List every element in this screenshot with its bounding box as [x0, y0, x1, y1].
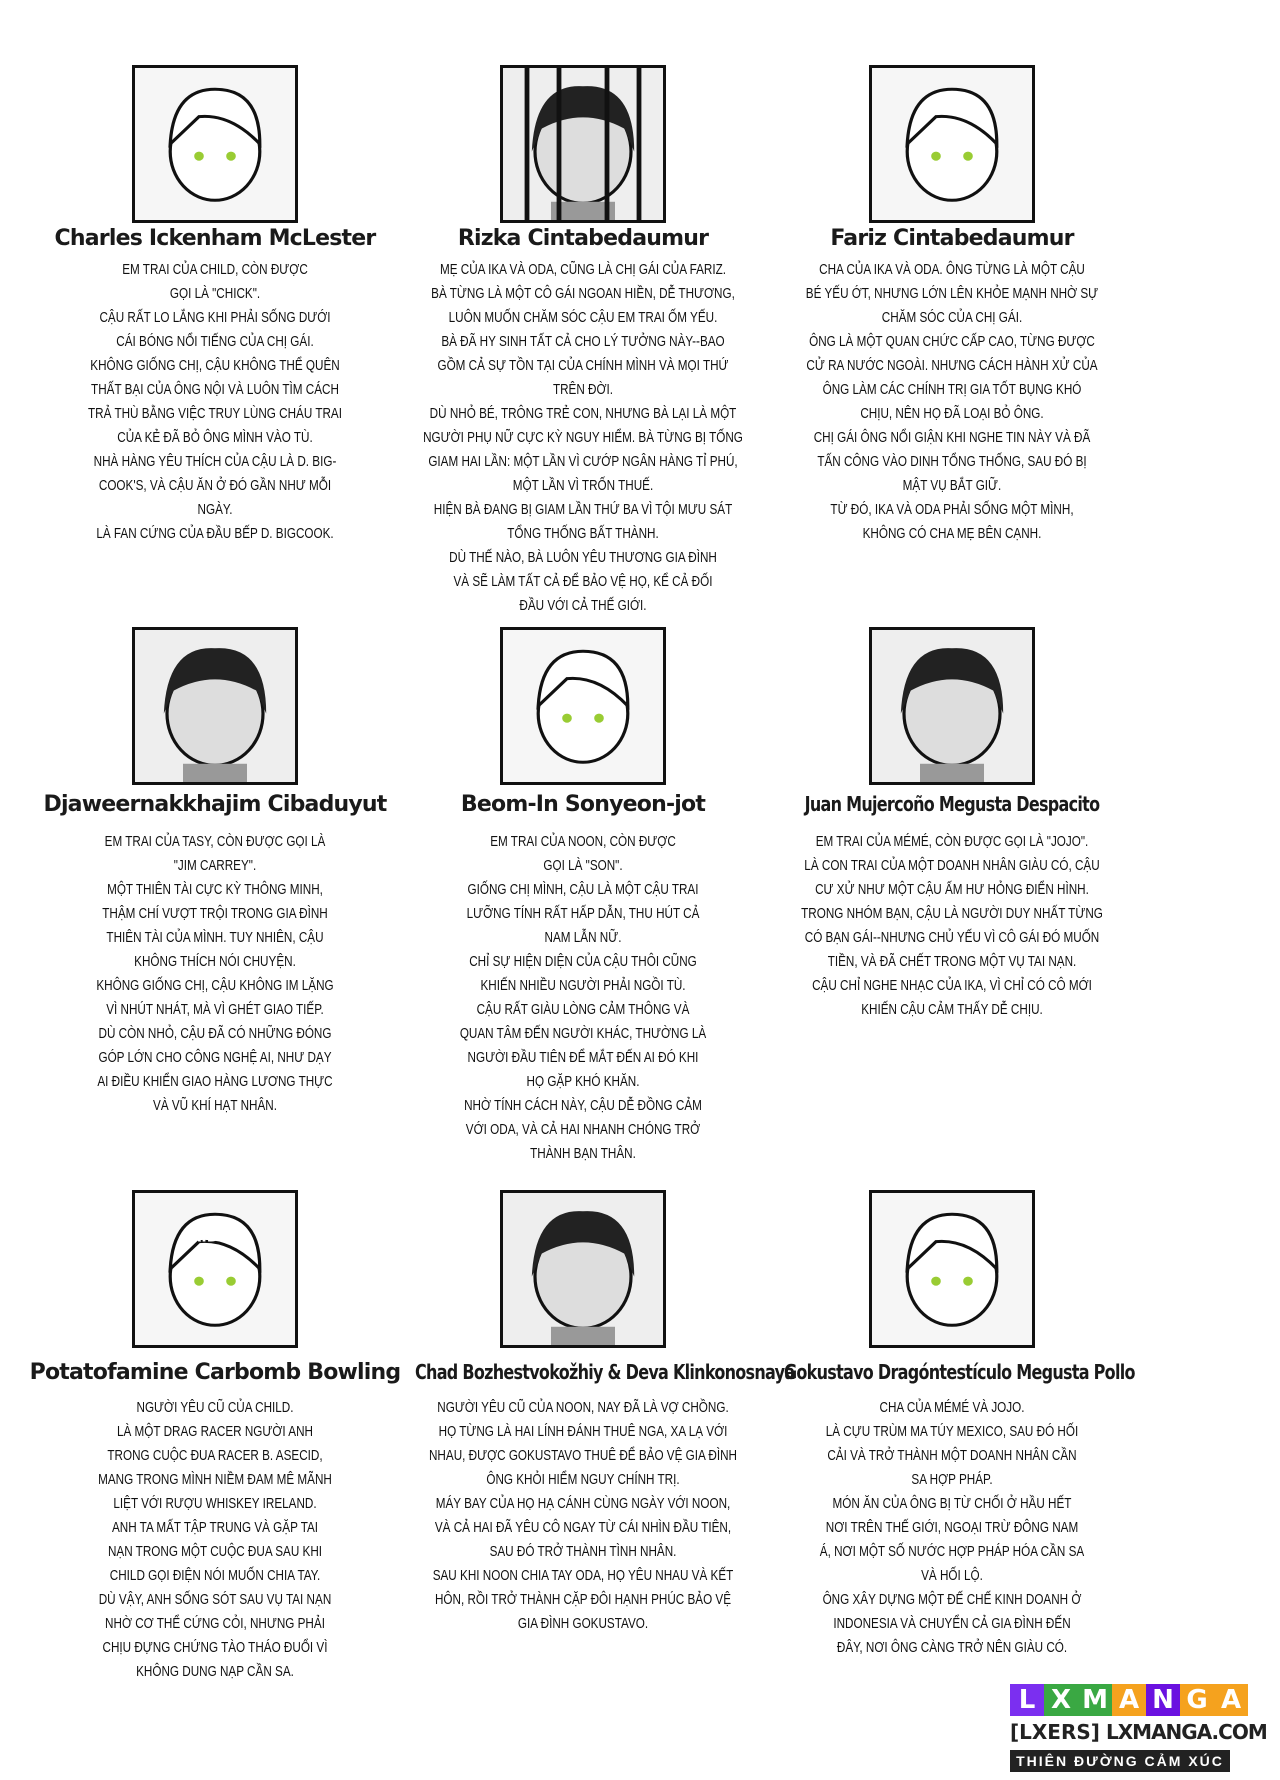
bio-line: THIÊN TÀI CỦA MÌNH. TUY NHIÊN, CẬU [106, 929, 324, 946]
bio-line: ÔNG XÂY DỰNG MỘT ĐẾ CHẾ KINH DOANH Ở [822, 1591, 1082, 1608]
bio-line: NAM LẪN NỮ. [544, 929, 622, 946]
bio-line: ÔNG LÀ MỘT QUAN CHỨC CẤP CAO, TỪNG ĐƯỢC [809, 333, 1095, 350]
bio-line: CHỈ SỰ HIỆN DIỆN CỦA CẬU THÔI CŨNG [469, 953, 697, 970]
character-bio [419, 1396, 747, 1636]
bio-line: GIA ĐÌNH GOKUSTAVO. [517, 1615, 649, 1632]
bio-line: GỌI LÀ "CHICK". [169, 285, 261, 302]
bio-line: AI ĐIỀU KHIỂN GIAO HÀNG LƯƠNG THỰC [97, 1073, 333, 1090]
bio-line: TRONG NHÓM BẠN, CẬU LÀ NGƯỜI DUY NHẤT TỪNG [801, 905, 1103, 922]
bio-line: DÙ NHỎ BÉ, TRÔNG TRẺ CON, NHƯNG BÀ LẠI LÀ MỘT [429, 405, 737, 422]
bio-line: GIỐNG CHỊ MÌNH, CẬU LÀ MỘT CẬU TRAI [467, 881, 699, 898]
bio-line: EM TRAI CỦA TASY, CÒN ĐƯỢC GỌI LÀ [104, 833, 326, 850]
character-bio [51, 258, 379, 546]
bio-line: BÉ YẾU ỚT, NHƯNG LỚN LÊN KHỎE MẠNH NHỜ SỰ [805, 285, 1099, 302]
bio-line: EM TRAI CỦA MÉMÉ, CÒN ĐƯỢC GỌI LÀ "JOJO". [815, 833, 1089, 850]
character-bio [788, 1396, 1116, 1660]
bio-line: KHÔNG GIỐNG CHỊ, CẬU KHÔNG IM LẶNG [96, 977, 334, 994]
bio-line: NƠI TRÊN THẾ GIỚI, NGOẠI TRỪ ĐÔNG NAM [825, 1519, 1079, 1536]
bio-line: QUAN TÂM ĐẾN NGƯỜI KHÁC, THƯỜNG LÀ [459, 1025, 707, 1042]
logo-letters [1010, 1684, 1248, 1716]
bio-line: MÁY BAY CỦA HỌ HẠ CÁNH CÙNG NGÀY VỚI NOON, [435, 1495, 731, 1512]
woman-behind-bars-portrait [500, 65, 666, 223]
bio-line: MỘT LẦN VÌ TRỐN THUẾ. [512, 477, 654, 494]
bio-line: KHÔNG THÍCH NÓI CHUYỆN. [134, 953, 296, 970]
bio-line: INDONESIA VÀ CHUYỂN CẢ GIA ĐÌNH ĐẾN [833, 1615, 1071, 1632]
bio-line: GÓP LỚN CHO CÔNG NGHỆ AI, NHƯ DẠY [98, 1049, 332, 1066]
logo-tag: [LXERS] [1010, 1720, 1100, 1744]
bio-line: CHỊ GÁI ÔNG NỔI GIẬN KHI NGHE TIN NÀY VÀ ĐÃ [813, 429, 1091, 446]
bio-line: CHĂM SÓC CỦA CHỊ GÁI. [881, 309, 1023, 326]
character-bio [419, 830, 747, 1166]
bio-line: DÙ THẾ NÀO, BÀ LUÔN YÊU THƯƠNG GIA ĐÌNH [449, 549, 717, 566]
bio-line: NHỜ TÍNH CÁCH NÀY, CẬU DỄ ĐỒNG CẢM [464, 1097, 702, 1114]
logo-letter: M [1078, 1684, 1112, 1716]
character-name: Rizka Cintabedaumur [457, 226, 709, 251]
bowl-cut-boy-portrait [132, 627, 298, 785]
character-bio [51, 1396, 379, 1684]
character-name: Charles Ickenham McLester [54, 226, 376, 251]
bio-line: NHÀ HÀNG YÊU THÍCH CỦA CẬU LÀ D. BIG- [93, 453, 337, 470]
bio-line: CƯ XỬ NHƯ MỘT CẬU ẤM HƯ HỎNG ĐIỂN HÌNH. [815, 881, 1089, 898]
character-bio [51, 830, 379, 1118]
helmet-rider-portrait [132, 1190, 298, 1348]
bio-line: SAU KHI NOON CHIA TAY ODA, HỌ YÊU NHAU VÀ KẾT [432, 1567, 734, 1584]
bio-line: VỚI ODA, VÀ CẢ HAI NHANH CHÓNG TRỞ [465, 1121, 701, 1138]
bio-line: CHA CỦA MÉMÉ VÀ JOJO. [879, 1399, 1025, 1416]
logo-letter: G [1180, 1684, 1214, 1716]
bio-line: ĐÂY, NƠI ÔNG CÀNG TRỞ NÊN GIÀU CÓ. [836, 1639, 1068, 1656]
bio-line: CHILD GỌI ĐIỆN NÓI MUỐN CHIA TAY. [109, 1567, 321, 1584]
lxmanga-watermark-logo [1010, 1684, 1276, 1778]
bio-line: NGƯỜI ĐẦU TIÊN ĐỂ MẮT ĐẾN AI ĐÓ KHI [467, 1049, 699, 1066]
bio-line: TRẢ THÙ BẰNG VIỆC TRUY LÙNG CHÁU TRAI [88, 405, 342, 422]
bio-line: GỌI LÀ "SON". [543, 857, 623, 874]
bio-line: TRÊN ĐỜI. [552, 381, 614, 398]
character-name: Beom-In Sonyeon-jot [460, 792, 706, 817]
bio-line: NẠN TRONG MỘT CUỘC ĐUA SAU KHI [107, 1543, 323, 1560]
logo-site: LXMANGA.COM [1106, 1720, 1267, 1744]
bio-line: ĐẦU VỚI CẢ THẾ GIỚI. [519, 597, 647, 614]
bio-line: LƯỠNG TÍNH RẤT HẤP DẪN, THU HÚT CẢ [466, 905, 700, 922]
bio-line: THÀNH BẠN THÂN. [530, 1145, 636, 1162]
bio-line: NHAU, ĐƯỢC GOKUSTAVO THUÊ ĐỂ BẢO VỆ GIA ĐÌNH [428, 1447, 738, 1464]
man-glasses-portrait [869, 65, 1035, 223]
bio-line: CẬU RẤT LO LẮNG KHI PHẢI SỐNG DƯỚI [99, 309, 331, 326]
bio-line: LIỆT VỚI RƯỢU WHISKEY IRELAND. [113, 1495, 317, 1512]
bio-line: ÔNG LÀM CÁC CHÍNH TRỊ GIA TỐT BỤNG KHÓ [822, 381, 1082, 398]
dark-hair-boy-portrait [500, 627, 666, 785]
bio-line: MANG TRONG MÌNH NIỀM ĐAM MÊ MÃNH [98, 1471, 332, 1488]
bio-line: CHA CỦA IKA VÀ ODA. ÔNG TỪNG LÀ MỘT CẬU [819, 261, 1085, 278]
bio-line: TỔNG THỐNG BẤT THÀNH. [507, 525, 659, 542]
bio-line: MẬT VỤ BẮT GIỮ. [902, 477, 1002, 494]
bio-line: EM TRAI CỦA NOON, CÒN ĐƯỢC [490, 833, 676, 850]
logo-letter: X [1044, 1684, 1078, 1716]
bio-line: HỌ TỪNG LÀ HAI LÍNH ĐÁNH THUÊ NGA, XA LẠ VỚI [438, 1423, 728, 1440]
bio-line: NGÀY. [197, 501, 233, 518]
bio-line: ÔNG KHỎI HIỂM NGUY CHÍNH TRỊ. [486, 1471, 680, 1488]
bio-line: KHÔNG GIỐNG CHỊ, CẬU KHÔNG THỂ QUÊN [90, 357, 340, 374]
bio-line: SA HỢP PHÁP. [911, 1471, 993, 1488]
bio-line: NGƯỜI PHỤ NỮ CỰC KỲ NGUY HIỂM. BÀ TỪNG BỊ TỐNG [423, 429, 743, 446]
bio-line: LÀ CON TRAI CỦA MỘT DOANH NHÂN GIÀU CÓ, CẬU [804, 857, 1100, 874]
bio-line: BÀ ĐÃ HY SINH TẤT CẢ CHO LÝ TƯỞNG NÀY--BAO [441, 333, 725, 350]
bio-line: CÁI BÓNG NỔI TIẾNG CỦA CHỊ GÁI. [116, 333, 314, 350]
logo-slogan: THIÊN ĐƯỜNG CẢM XÚC [1010, 1750, 1230, 1772]
bio-line: CẬU CHỈ NGHE NHẠC CỦA IKA, VÌ CHỈ CÓ CÔ MỚI [812, 977, 1092, 994]
character-name: Juan Mujercoño Megusta Despacito [804, 792, 1100, 816]
character-bio [419, 258, 747, 618]
boy-portrait [132, 65, 298, 223]
bio-line: CẢI VÀ TRỞ THÀNH MỘT DOANH NHÂN CẦN [827, 1447, 1077, 1464]
spiky-hair-old-man-portrait [869, 1190, 1035, 1348]
bio-line: HIỆN BÀ ĐANG BỊ GIAM LẦN THỨ BA VÌ TỘI MƯU SÁT [433, 501, 733, 518]
bio-line: HỌ GẶP KHÓ KHĂN. [526, 1073, 640, 1090]
bio-line: EM TRAI CỦA CHILD, CÒN ĐƯỢC [122, 261, 308, 278]
bio-line: KHÔNG CÓ CHA MẸ BÊN CẠNH. [862, 525, 1042, 542]
bio-line: BÀ TỪNG LÀ MỘT CÔ GÁI NGOAN HIỀN, DỄ THƯƠNG, [431, 285, 735, 302]
character-name: Djaweernakkhajim Cibaduyut [43, 792, 387, 817]
bio-line: MẸ CỦA IKA VÀ ODA, CŨNG LÀ CHỊ GÁI CỦA FARIZ. [439, 261, 727, 278]
bio-line: NGƯỜI YÊU CŨ CỦA CHILD. [136, 1399, 294, 1416]
character-bio [788, 830, 1116, 1022]
bio-line: NHỜ CƠ THỂ CỨNG CỎI, NHƯNG PHẢI [105, 1615, 325, 1632]
character-bio [788, 258, 1116, 546]
bio-line: TRONG CUỘC ĐUA RACER B. ASECID, [107, 1447, 323, 1464]
bio-line: COOK'S, VÀ CẬU ĂN Ở ĐÓ GẦN NHƯ MỖI [98, 477, 332, 494]
bio-line: LÀ MỘT DRAG RACER NGƯỜI ANH [117, 1423, 313, 1440]
bio-line: VÀ CẢ HAI ĐÃ YÊU CÔ NGAY TỪ CÁI NHÌN ĐẦU TIÊN, [434, 1519, 732, 1536]
bio-line: KHÔNG DUNG NẠP CẦN SA. [136, 1663, 294, 1680]
bio-line: CẬU RẤT GIÀU LÒNG CẢM THÔNG VÀ [476, 1001, 690, 1018]
bio-line: THẬM CHÍ VƯỢT TRỘI TRONG GIA ĐÌNH [102, 905, 328, 922]
bio-line: CỦA KẺ ĐÃ BỎ ÔNG MÌNH VÀO TÙ. [117, 429, 313, 446]
bio-line: KHIẾN CẬU CẢM THẤY DỄ CHỊU. [861, 1001, 1043, 1018]
couple-portrait [500, 1190, 666, 1348]
bio-line: GỒM CẢ SỰ TỒN TẠI CỦA CHÍNH MÌNH VÀ MỌI THỨ [437, 357, 729, 374]
bio-line: LÀ CỰU TRÙM MA TÚY MEXICO, SAU ĐÓ HỐI [825, 1423, 1079, 1440]
bio-line: "JIM CARREY". [173, 857, 257, 874]
bio-line: VÀ VŨ KHÍ HẠT NHÂN. [153, 1097, 277, 1114]
bio-line: CỬ RA NƯỚC NGOÀI. NHƯNG CÁCH HÀNH XỬ CỦA [806, 357, 1098, 374]
bio-line: SAU ĐÓ TRỞ THÀNH TÌNH NHÂN. [489, 1543, 677, 1560]
character-name: Chad Bozhestvokožhiy & Deva Klinkonosnaya [415, 1360, 795, 1384]
bio-line: ANH TA MẤT TẬP TRUNG VÀ GẶP TAI [111, 1519, 319, 1536]
logo-letter: A [1214, 1684, 1248, 1716]
grinning-boy-portrait [869, 627, 1035, 785]
bio-line: DÙ CÒN NHỎ, CẬU ĐÃ CÓ NHỮNG ĐÓNG [98, 1025, 332, 1042]
character-name: Potatofamine Carbomb Bowling [29, 1360, 401, 1385]
helmet-text: RIDER [190, 1229, 240, 1246]
bio-line: CHỊU ĐỰNG CHỨNG TÀO THÁO ĐUỔI VÌ [102, 1639, 328, 1656]
bio-line: VÀ SẼ LÀM TẤT CẢ ĐỂ BẢO VỆ HỌ, KỂ CẢ ĐỐI [453, 573, 713, 590]
bio-line: THẤT BẠI CỦA ÔNG NỘI VÀ LUÔN TÌM CÁCH [91, 381, 339, 398]
logo-letter: N [1146, 1684, 1180, 1716]
bio-line: MỘT THIÊN TÀI CỰC KỲ THÔNG MINH, [107, 881, 323, 898]
bio-line: VÀ HỐI LỘ. [921, 1567, 983, 1584]
bio-line: DÙ VẬY, ANH SỐNG SÓT SAU VỤ TAI NẠN [98, 1591, 332, 1608]
bio-line: MÓN ĂN CỦA ÔNG BỊ TỪ CHỐI Ở HẦU HẾT [832, 1495, 1072, 1512]
bio-line: HÔN, RỒI TRỞ THÀNH CẶP ĐÔI HẠNH PHÚC BẢO VỆ [434, 1591, 732, 1608]
bio-line: CHỊU, NÊN HỌ ĐÃ LOẠI BỎ ÔNG. [860, 405, 1044, 422]
character-name: Fariz Cintabedaumur [830, 226, 1074, 251]
bio-line: VÌ NHÚT NHÁT, MÀ VÌ GHÉT GIAO TIẾP. [106, 1001, 324, 1018]
bio-line: LÀ FAN CỨNG CỦA ĐẦU BẾP D. BIGCOOK. [96, 525, 334, 542]
bio-line: TẤN CÔNG VÀO DINH TỔNG THỐNG, SAU ĐÓ BỊ [817, 453, 1087, 470]
logo-letter: A [1112, 1684, 1146, 1716]
character-name: Gokustavo Dragóntestículo Megusta Pollo [784, 1360, 1135, 1384]
bio-line: LUÔN MUỐN CHĂM SÓC CẬU EM TRAI ỐM YẾU. [448, 309, 718, 326]
bio-line: KHIẾN NHIỀU NGƯỜI PHẢI NGỒI TÙ. [480, 977, 686, 994]
bio-line: NGƯỜI YÊU CŨ CỦA NOON, NAY ĐÃ LÀ VỢ CHỒNG. [437, 1399, 729, 1416]
bio-line: TIỀN, VÀ ĐÃ CHẾT TRONG MỘT VỤ TAI NẠN. [827, 953, 1077, 970]
bio-line: GIAM HAI LẦN: MỘT LẦN VÌ CƯỚP NGÂN HÀNG TỈ PHÚ, [428, 453, 738, 470]
logo-letter: L [1010, 1684, 1044, 1716]
bio-line: Á, NƠI MỘT SỐ NƯỚC HỢP PHÁP HÓA CẦN SA [819, 1543, 1085, 1560]
bio-line: CÓ BẠN GÁI--NHƯNG CHỦ YẾU VÌ CÔ GÁI ĐÓ MUỐN [804, 929, 1100, 946]
bio-line: TỪ ĐÓ, IKA VÀ ODA PHẢI SỐNG MỘT MÌNH, [830, 501, 1074, 518]
